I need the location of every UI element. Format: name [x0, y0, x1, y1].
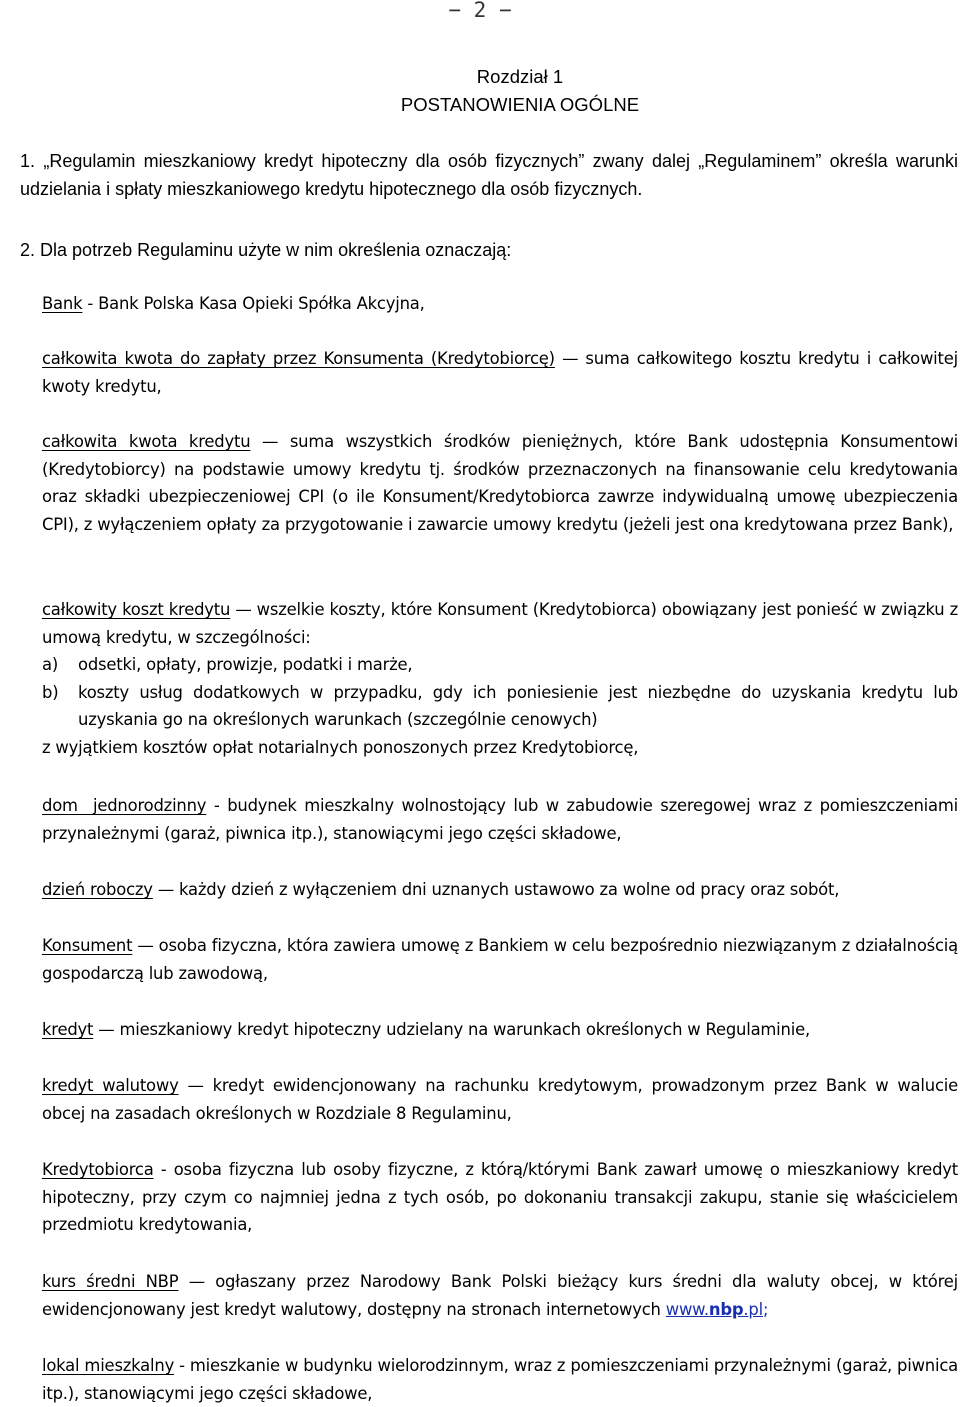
definition-total-amount-to-pay	[42, 345, 958, 400]
definition-term: kredyt	[42, 1020, 94, 1039]
definition-term: całkowita kwota kredytu	[42, 432, 251, 451]
definition-nbp-average-rate	[42, 1268, 958, 1323]
definition-term: Konsument	[42, 936, 133, 955]
definition-total-credit-cost	[42, 596, 958, 761]
definition-text: — kredyt ewidencjonowany na rachunku kredytowym, prowadzonym przez Bank w walucie obcej na zasadach określonych w Rozdziale 8 Regulaminu,	[42, 1076, 958, 1123]
definition-consumer	[42, 932, 958, 987]
definition-after-text: z wyjątkiem kosztów opłat notarialnych ponoszonych przez Kredytobiorcę,	[42, 737, 639, 757]
definition-text: — mieszkaniowy kredyt hipoteczny udzielany na warunkach określonych w Regulaminie,	[93, 1020, 810, 1039]
section-2	[20, 237, 936, 265]
definition-text: — suma wszystkich środków pieniężnych, które Bank udostępnia Konsumentowi (Kredytobiorcy) na podstawie umowy kredytu tj. środków przeznaczonych na finansowanie celu kredytowania oraz składki ubezpieczeniowej CPI (o ile Konsument/Kredytobiorca zawrze indywidualną umowę ubezpieczenia CPI), z wyłączeniem opłaty za przygotowanie i zawarcie umowy kredytu (jeżeli jest ona kredytowana przez Bank),	[42, 432, 958, 534]
definition-borrower	[42, 1156, 958, 1239]
chapter-title: Rozdział 1	[476, 66, 564, 87]
definition-term: kredyt walutowy	[42, 1076, 179, 1095]
definition-total-credit-amount	[42, 428, 958, 538]
list-text: koszty usług dodatkowych w przypadku, gdy ich poniesienie jest niezbędne do uzyskania kredytu lub uzyskania go na określonych warunkach (szczególnie cenowych)	[78, 682, 958, 729]
section-1	[20, 148, 958, 203]
definition-text: - budynek mieszkalny wolnostojący lub w zabudowie szeregowej wraz z pomieszczeniami przynależnymi (garaż, piwnica itp.), stanowiącymi jego części składowe,	[42, 796, 958, 843]
definition-currency-credit	[42, 1072, 958, 1127]
list-item	[42, 679, 958, 734]
definition-text: — osoba fizyczna, która zawiera umowę z Bankiem w celu bezpośrednio niezwiązanym z działalnością gospodarczą lub zawodową,	[42, 936, 958, 983]
definition-text: - mieszkanie w budynku wielorodzinnym, wraz z pomieszczeniami przynależnymi (garaż, piwnica itp.), stanowiącymi jego części składowe,	[42, 1356, 959, 1403]
definition-text: — ogłaszany przez Narodowy Bank Polski bieżący kurs średni dla waluty obcej, w której ewidencjonowany jest kredyt walutowy, dostępny na stronach internetowych	[42, 1272, 958, 1319]
list-marker: b)	[42, 682, 59, 702]
definition-term: dzień roboczy	[42, 880, 153, 899]
definition-term: całkowita kwota do zapłaty przez Konsumenta (Kredytobiorcę)	[42, 349, 555, 368]
section-2-number: 2.	[20, 240, 36, 260]
definition-term: kurs średni NBP	[42, 1272, 179, 1291]
section-2-text: Dla potrzeb Regulaminu użyte w nim określenia oznaczają:	[40, 240, 512, 260]
list-text: odsetki, opłaty, prowizje, podatki i marże,	[78, 655, 413, 674]
section-1-number: 1.	[20, 151, 36, 171]
definition-text: — wszelkie koszty, które Konsument (Kredytobiorca) obowiązany jest ponieść w związku z umową kredytu, w szczególności:	[42, 600, 958, 647]
link-suffix: ;	[763, 1299, 769, 1319]
nbp-website-link[interactable]: www.nbp.pl	[665, 1299, 763, 1319]
section-1-text: „Regulamin mieszkaniowy kredyt hipoteczny dla osób fizycznych” zwany dalej „Regulaminem” określa warunki udzielania i spłaty mieszkaniowego kredytu hipotecznego dla osób fizycznych.	[20, 151, 958, 199]
definition-residential-unit	[42, 1352, 958, 1407]
definition-text: — suma całkowitego kosztu kredytu i całkowitej kwoty kredytu,	[42, 349, 958, 396]
definition-text: - Bank Polska Kasa Opieki Spółka Akcyjna,	[82, 294, 425, 313]
definition-term: całkowity koszt kredytu	[42, 600, 231, 619]
list-item	[42, 651, 958, 679]
definition-credit	[42, 1016, 958, 1044]
definition-text: - osoba fizyczna lub osoby fizyczne, z którą/którymi Bank zawarł umowę o mieszkaniowy kredyt hipoteczny, przy czym co najmniej jedna z tych osób, po dokonaniu transakcji zakupu, stanie się właścicielem przedmiotu kredytowania,	[42, 1160, 958, 1234]
definition-text: — każdy dzień z wyłączeniem dni uznanych ustawowo za wolne od pracy oraz sobót,	[152, 880, 840, 899]
definition-business-day	[42, 876, 958, 904]
definition-term: dom jednorodzinny	[42, 796, 207, 815]
definition-bank	[42, 290, 958, 318]
definition-term: Bank	[42, 294, 83, 313]
list-marker: a)	[42, 655, 59, 674]
page-number: − 2 −	[448, 0, 512, 22]
definition-single-family-house	[42, 792, 958, 847]
definition-term: lokal mieszkalny	[42, 1356, 175, 1375]
chapter-subtitle: POSTANOWIENIA OGÓLNE	[400, 94, 640, 115]
definition-term: Kredytobiorca	[42, 1160, 154, 1179]
